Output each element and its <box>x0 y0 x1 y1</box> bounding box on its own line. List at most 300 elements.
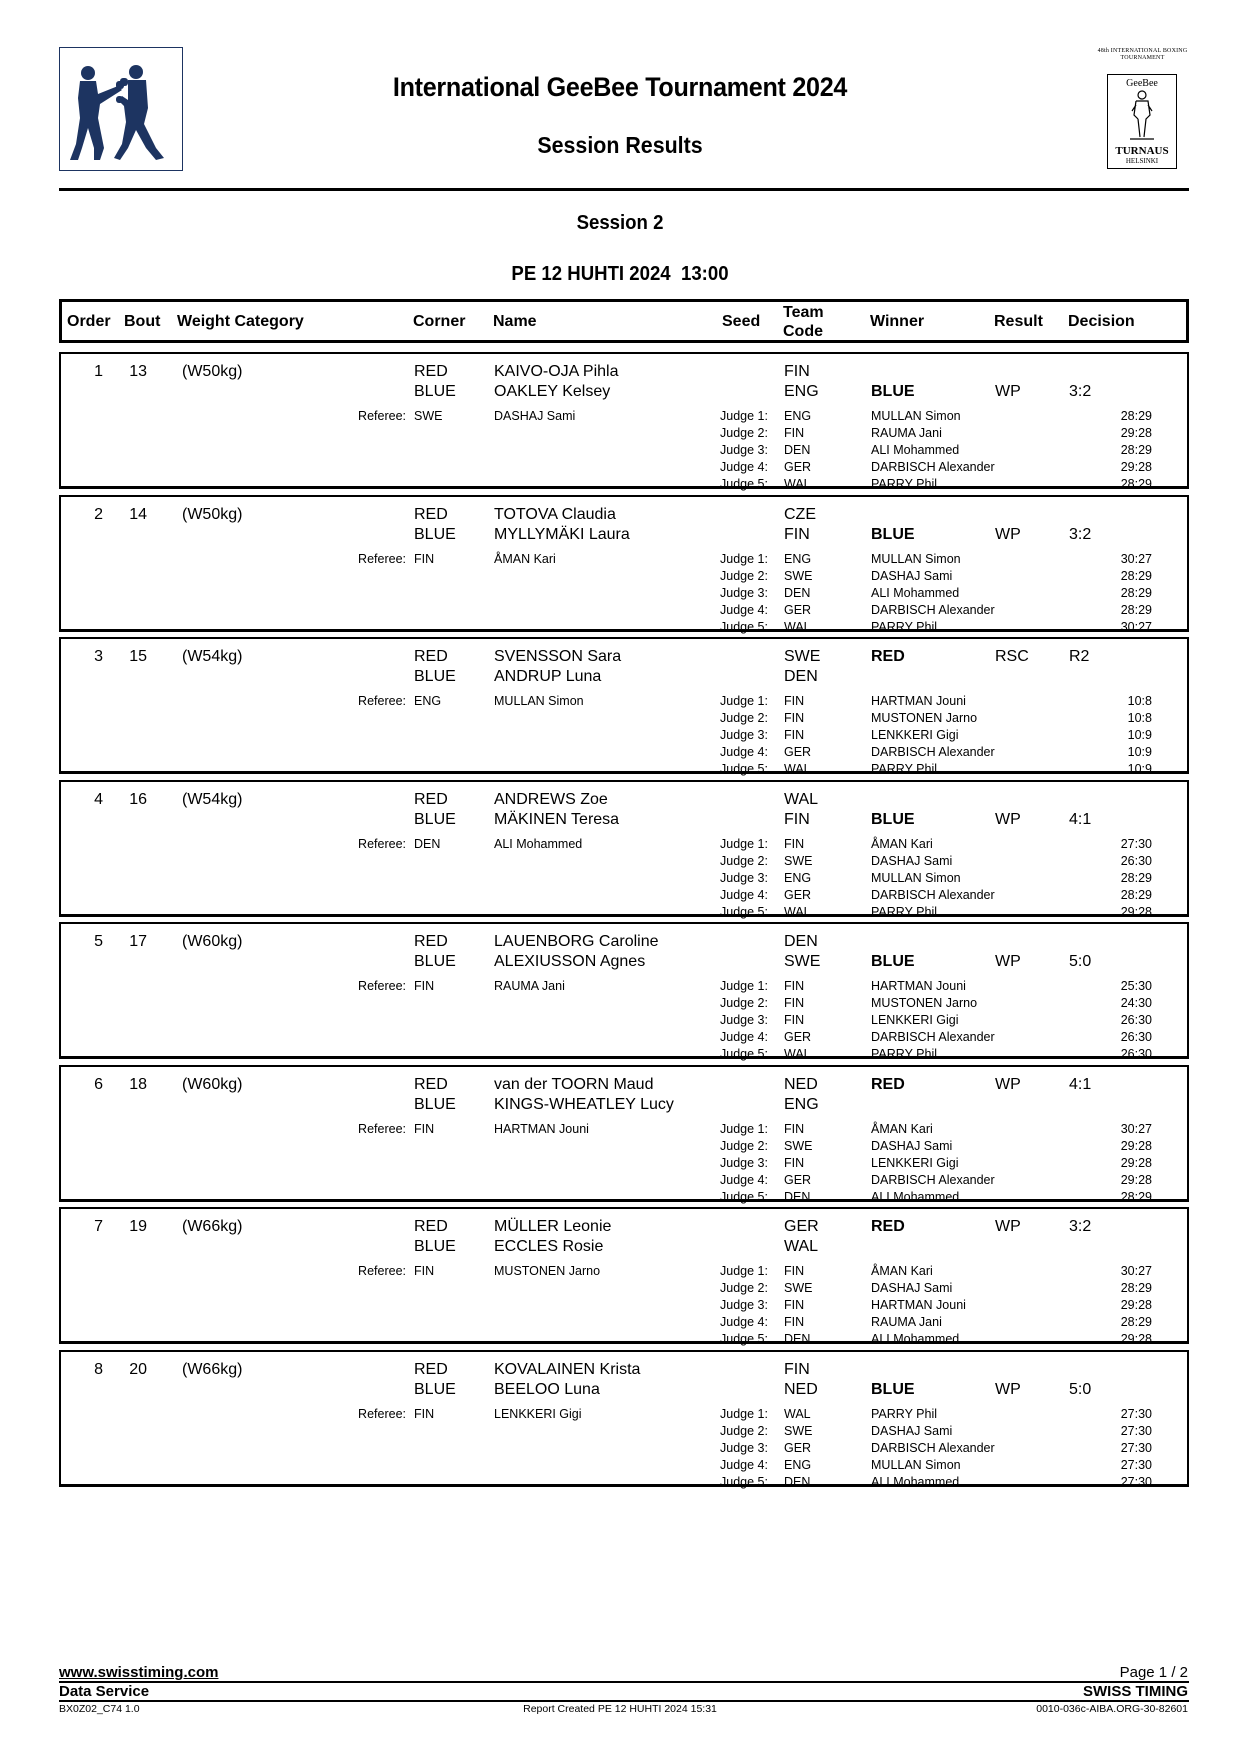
blue-team-code: DEN <box>784 668 818 685</box>
bout-order: 4 <box>94 791 103 808</box>
result: WP <box>995 1381 1021 1398</box>
red-boxer-name: MÜLLER Leonie <box>494 1218 612 1235</box>
referee-label: Referee: <box>358 552 406 566</box>
corner-blue: BLUE <box>414 1238 456 1255</box>
bout-block <box>59 1350 1189 1487</box>
judge-team: GER <box>784 888 812 902</box>
judge-team: DEN <box>784 1475 811 1489</box>
report-code: BX0Z02_C74 1.0 <box>59 1703 140 1715</box>
red-team-code: WAL <box>784 791 819 808</box>
referee-name: HARTMAN Jouni <box>494 1122 589 1136</box>
col-bout: Bout <box>124 313 161 330</box>
corner-blue: BLUE <box>414 811 456 828</box>
judge-score: 28:29 <box>1120 888 1152 902</box>
judge-label: Judge 1: <box>720 1122 768 1136</box>
judge-score: 28:29 <box>1120 603 1152 617</box>
judge-label: Judge 1: <box>720 837 768 851</box>
bout-order: 6 <box>94 1076 103 1093</box>
judge-team: FIN <box>784 1156 805 1170</box>
judge-name: PARRY Phil <box>871 762 938 776</box>
judge-label: Judge 3: <box>720 1013 768 1027</box>
blue-boxer-name: KINGS-WHEATLEY Lucy <box>494 1096 674 1113</box>
judge-name: DARBISCH Alexander <box>871 1030 995 1044</box>
corner-red: RED <box>414 791 448 808</box>
judge-name: LENKKERI Gigi <box>871 728 959 742</box>
decision: 4:1 <box>1069 1076 1092 1093</box>
judge-label: Judge 5: <box>720 1332 768 1346</box>
red-team-code: SWE <box>784 648 821 665</box>
bout-order: 8 <box>94 1361 103 1378</box>
weight-category: (W50kg) <box>182 363 243 380</box>
session-title: Session 2 <box>576 212 664 234</box>
judge-team: FIN <box>784 1122 805 1136</box>
bout-block <box>59 495 1189 632</box>
corner-blue: BLUE <box>414 526 456 543</box>
referee-team: ENG <box>414 694 442 708</box>
judge-name: HARTMAN Jouni <box>871 979 966 993</box>
judge-name: ÅMAN Kari <box>871 1122 933 1136</box>
result: WP <box>995 526 1021 543</box>
judge-team: WAL <box>784 1047 811 1061</box>
judge-score: 28:29 <box>1120 409 1152 423</box>
referee-name: LENKKERI Gigi <box>494 1407 582 1421</box>
weight-category: (W60kg) <box>182 1076 243 1093</box>
decision: 3:2 <box>1069 1218 1092 1235</box>
col-decision: Decision <box>1068 313 1135 330</box>
judge-name: PARRY Phil <box>871 1047 938 1061</box>
judge-team: FIN <box>784 837 805 851</box>
judge-score: 10:9 <box>1127 728 1152 742</box>
judge-team: FIN <box>784 979 805 993</box>
judge-team: FIN <box>784 728 805 742</box>
judge-label: Judge 1: <box>720 552 768 566</box>
referee-name: ÅMAN Kari <box>494 552 556 566</box>
result: WP <box>995 1076 1021 1093</box>
winner: BLUE <box>871 383 915 400</box>
judge-team: WAL <box>784 1407 811 1421</box>
judge-team: FIN <box>784 711 805 725</box>
winner: RED <box>871 1076 905 1093</box>
judge-score: 28:29 <box>1120 569 1152 583</box>
decision: 5:0 <box>1069 953 1092 970</box>
judge-score: 30:27 <box>1120 1264 1152 1278</box>
judge-name: ALI Mohammed <box>871 1190 960 1204</box>
judge-team: DEN <box>784 1332 811 1346</box>
red-boxer-name: KAIVO-OJA Pihla <box>494 363 619 380</box>
corner-blue: BLUE <box>414 1096 456 1113</box>
blue-team-code: ENG <box>784 383 819 400</box>
judge-label: Judge 1: <box>720 409 768 423</box>
judge-name: ÅMAN Kari <box>871 837 933 851</box>
judge-team: FIN <box>784 426 805 440</box>
document-id: 0010-036c-AIBA.ORG-30-82601 <box>1036 1703 1188 1715</box>
weight-category: (W60kg) <box>182 933 243 950</box>
bout-number: 15 <box>129 648 147 665</box>
judge-score: 28:29 <box>1120 871 1152 885</box>
referee-label: Referee: <box>358 1122 406 1136</box>
bout-number: 14 <box>129 506 147 523</box>
judge-team: FIN <box>784 1315 805 1329</box>
judge-name: PARRY Phil <box>871 1407 938 1421</box>
red-boxer-name: TOTOVA Claudia <box>494 506 616 523</box>
weight-category: (W66kg) <box>182 1218 243 1235</box>
judge-label: Judge 3: <box>720 1156 768 1170</box>
bout-number: 19 <box>129 1218 147 1235</box>
bout-block <box>59 637 1189 774</box>
logo-badge-text: GeeBee <box>1126 78 1158 89</box>
judge-score: 27:30 <box>1120 1424 1152 1438</box>
judge-team: FIN <box>784 1298 805 1312</box>
judge-score: 29:28 <box>1120 1156 1152 1170</box>
referee-team: FIN <box>414 1264 435 1278</box>
judge-label: Judge 1: <box>720 1407 768 1421</box>
judge-name: MULLAN Simon <box>871 409 961 423</box>
logo-caption-line2: TOURNAMENT <box>1120 55 1165 61</box>
col-order: Order <box>67 313 111 330</box>
col-weight: Weight Category <box>177 313 304 330</box>
judge-score: 10:8 <box>1127 694 1152 708</box>
judge-name: PARRY Phil <box>871 905 938 919</box>
col-team-line1: Team <box>783 304 824 321</box>
judge-team: GER <box>784 460 812 474</box>
bout-block <box>59 780 1189 917</box>
decision: R2 <box>1069 648 1090 665</box>
referee-name: ALI Mohammed <box>494 837 583 851</box>
judge-name: DARBISCH Alexander <box>871 603 995 617</box>
col-team-line2: Code <box>783 323 823 340</box>
judge-team: FIN <box>784 694 805 708</box>
col-team-code <box>783 303 824 341</box>
judge-name: LENKKERI Gigi <box>871 1013 959 1027</box>
judge-label: Judge 2: <box>720 1281 768 1295</box>
judge-label: Judge 2: <box>720 1139 768 1153</box>
judge-label: Judge 2: <box>720 426 768 440</box>
judge-score: 25:30 <box>1120 979 1152 993</box>
judge-score: 30:27 <box>1120 620 1152 634</box>
judge-name: ALI Mohammed <box>871 443 960 457</box>
page-subtitle: Session Results <box>537 132 703 158</box>
judge-label: Judge 5: <box>720 620 768 634</box>
weight-category: (W50kg) <box>182 506 243 523</box>
bout-number: 20 <box>129 1361 147 1378</box>
table-header <box>59 299 1189 343</box>
judge-team: DEN <box>784 1190 811 1204</box>
page-number: Page 1 / 2 <box>1119 1664 1188 1681</box>
blue-boxer-name: MÄKINEN Teresa <box>494 811 620 828</box>
judge-team: GER <box>784 1173 812 1187</box>
judge-label: Judge 4: <box>720 888 768 902</box>
logo-turnaus-text: TURNAUS <box>1115 145 1169 157</box>
logo-caption-line1: 48th INTERNATIONAL BOXING <box>1097 48 1188 54</box>
footer-brand: SWISS TIMING <box>1083 1683 1188 1700</box>
judge-label: Judge 1: <box>720 1264 768 1278</box>
judge-name: DARBISCH Alexander <box>871 888 995 902</box>
judge-label: Judge 2: <box>720 996 768 1010</box>
judge-label: Judge 4: <box>720 745 768 759</box>
judge-score: 26:30 <box>1120 1047 1152 1061</box>
referee-team: FIN <box>414 1407 435 1421</box>
corner-blue: BLUE <box>414 1381 456 1398</box>
judge-name: DARBISCH Alexander <box>871 460 995 474</box>
judge-team: WAL <box>784 477 811 491</box>
red-team-code: CZE <box>784 506 816 523</box>
blue-boxer-name: OAKLEY Kelsey <box>494 383 611 400</box>
judge-label: Judge 2: <box>720 854 768 868</box>
judge-name: HARTMAN Jouni <box>871 694 966 708</box>
judge-name: DASHAJ Sami <box>871 1424 953 1438</box>
col-name: Name <box>493 313 537 330</box>
judge-score: 29:28 <box>1120 460 1152 474</box>
judge-score: 29:28 <box>1120 905 1152 919</box>
judge-score: 10:9 <box>1127 745 1152 759</box>
weight-category: (W66kg) <box>182 1361 243 1378</box>
result: WP <box>995 1218 1021 1235</box>
corner-red: RED <box>414 506 448 523</box>
judge-label: Judge 3: <box>720 1441 768 1455</box>
judge-label: Judge 4: <box>720 1458 768 1472</box>
red-boxer-name: ANDREWS Zoe <box>494 791 608 808</box>
corner-red: RED <box>414 1361 448 1378</box>
referee-label: Referee: <box>358 979 406 993</box>
bout-order: 5 <box>94 933 103 950</box>
judge-name: MUSTONEN Jarno <box>871 996 978 1010</box>
result: WP <box>995 953 1021 970</box>
judge-team: ENG <box>784 1458 812 1472</box>
blue-team-code: FIN <box>784 526 810 543</box>
blue-team-code: ENG <box>784 1096 819 1113</box>
judge-label: Judge 2: <box>720 711 768 725</box>
judge-score: 29:28 <box>1120 1139 1152 1153</box>
judge-name: ALI Mohammed <box>871 586 960 600</box>
judge-label: Judge 5: <box>720 1047 768 1061</box>
footer-divider-1 <box>59 1681 1189 1683</box>
judge-score: 24:30 <box>1120 996 1152 1010</box>
judge-name: MULLAN Simon <box>871 1458 961 1472</box>
judge-name: DARBISCH Alexander <box>871 745 995 759</box>
judge-team: SWE <box>784 1139 813 1153</box>
blue-boxer-name: BEELOO Luna <box>494 1381 600 1398</box>
session-datetime <box>43 263 1196 286</box>
weight-category: (W54kg) <box>182 791 243 808</box>
judge-label: Judge 1: <box>720 694 768 708</box>
bout-block <box>59 1065 1189 1202</box>
bout-block <box>59 1207 1189 1344</box>
session-datetime-text: PE 12 HUHTI 2024 13:00 <box>511 263 729 285</box>
judge-label: Judge 4: <box>720 1315 768 1329</box>
report-created: Report Created PE 12 HUHTI 2024 15:31 <box>523 1703 717 1715</box>
referee-name: MUSTONEN Jarno <box>494 1264 601 1278</box>
weight-category: (W54kg) <box>182 648 243 665</box>
judge-team: WAL <box>784 620 811 634</box>
judge-name: DASHAJ Sami <box>871 569 953 583</box>
bout-order: 3 <box>94 648 103 665</box>
judge-label: Judge 4: <box>720 603 768 617</box>
judge-score: 10:8 <box>1127 711 1152 725</box>
col-result: Result <box>994 313 1043 330</box>
judge-score: 29:28 <box>1120 1332 1152 1346</box>
judge-label: Judge 4: <box>720 1173 768 1187</box>
referee-label: Referee: <box>358 409 406 423</box>
judge-name: DASHAJ Sami <box>871 1281 953 1295</box>
judge-score: 30:27 <box>1120 1122 1152 1136</box>
referee-label: Referee: <box>358 1264 406 1278</box>
referee-label: Referee: <box>358 694 406 708</box>
judge-name: HARTMAN Jouni <box>871 1298 966 1312</box>
referee-team: DEN <box>414 837 441 851</box>
judge-label: Judge 5: <box>720 1190 768 1204</box>
bout-block <box>59 922 1189 1059</box>
referee-name: DASHAJ Sami <box>494 409 576 423</box>
decision: 3:2 <box>1069 383 1092 400</box>
judge-label: Judge 2: <box>720 1424 768 1438</box>
winner: RED <box>871 1218 905 1235</box>
blue-boxer-name: MYLLYMÄKI Laura <box>494 526 630 543</box>
judge-team: WAL <box>784 905 811 919</box>
judge-name: LENKKERI Gigi <box>871 1156 959 1170</box>
referee-team: SWE <box>414 409 443 423</box>
judge-team: GER <box>784 603 812 617</box>
red-boxer-name: LAUENBORG Caroline <box>494 933 659 950</box>
judge-score: 10:9 <box>1127 762 1152 776</box>
judge-team: GER <box>784 1030 812 1044</box>
decision: 3:2 <box>1069 526 1092 543</box>
winner: BLUE <box>871 811 915 828</box>
judge-score: 28:29 <box>1120 1190 1152 1204</box>
judge-score: 27:30 <box>1120 1441 1152 1455</box>
judge-score: 30:27 <box>1120 552 1152 566</box>
corner-red: RED <box>414 933 448 950</box>
judge-team: SWE <box>784 1424 813 1438</box>
judge-team: SWE <box>784 569 813 583</box>
judge-team: ENG <box>784 409 812 423</box>
judge-name: DARBISCH Alexander <box>871 1173 995 1187</box>
blue-team-code: SWE <box>784 953 821 970</box>
winner: RED <box>871 648 905 665</box>
judge-score: 27:30 <box>1120 837 1152 851</box>
red-boxer-name: van der TOORN Maud <box>494 1076 654 1093</box>
judge-team: ENG <box>784 871 812 885</box>
corner-blue: BLUE <box>414 668 456 685</box>
result: WP <box>995 811 1021 828</box>
bout-block <box>59 352 1189 489</box>
judge-label: Judge 3: <box>720 871 768 885</box>
judge-team: GER <box>784 1441 812 1455</box>
bout-number: 16 <box>129 791 147 808</box>
judge-score: 28:29 <box>1120 477 1152 491</box>
bout-number: 13 <box>129 363 147 380</box>
col-winner: Winner <box>870 313 925 330</box>
corner-blue: BLUE <box>414 383 456 400</box>
judge-score: 29:28 <box>1120 1173 1152 1187</box>
judge-label: Judge 5: <box>720 762 768 776</box>
judge-team: GER <box>784 745 812 759</box>
bout-order: 7 <box>94 1218 103 1235</box>
judge-label: Judge 3: <box>720 1298 768 1312</box>
judge-label: Judge 4: <box>720 460 768 474</box>
winner: BLUE <box>871 953 915 970</box>
judge-name: MULLAN Simon <box>871 552 961 566</box>
red-boxer-name: KOVALAINEN Krista <box>494 1361 641 1378</box>
judge-team: WAL <box>784 762 811 776</box>
corner-blue: BLUE <box>414 953 456 970</box>
blue-boxer-name: ECCLES Rosie <box>494 1238 604 1255</box>
col-corner: Corner <box>413 313 466 330</box>
judge-team: DEN <box>784 443 811 457</box>
judge-team: FIN <box>784 996 805 1010</box>
page-title: International GeeBee Tournament 2024 <box>392 72 848 102</box>
judge-label: Judge 5: <box>720 477 768 491</box>
judge-team: FIN <box>784 1264 805 1278</box>
red-team-code: FIN <box>784 363 810 380</box>
judge-label: Judge 5: <box>720 1475 768 1489</box>
judge-score: 26:30 <box>1120 1030 1152 1044</box>
footer-data-service: Data Service <box>59 1683 150 1700</box>
blue-team-code: NED <box>784 1381 818 1398</box>
judge-name: MULLAN Simon <box>871 871 961 885</box>
judge-name: ÅMAN Kari <box>871 1264 933 1278</box>
header-divider <box>59 188 1189 191</box>
judge-score: 26:30 <box>1120 854 1152 868</box>
blue-team-code: FIN <box>784 811 810 828</box>
red-team-code: NED <box>784 1076 818 1093</box>
winner: BLUE <box>871 526 915 543</box>
referee-label: Referee: <box>358 1407 406 1421</box>
referee-name: RAUMA Jani <box>494 979 565 993</box>
corner-red: RED <box>414 363 448 380</box>
red-team-code: DEN <box>784 933 818 950</box>
decision: 5:0 <box>1069 1381 1092 1398</box>
bout-order: 1 <box>94 363 103 380</box>
judge-name: DARBISCH Alexander <box>871 1441 995 1455</box>
result: RSC <box>995 648 1029 665</box>
judge-label: Judge 3: <box>720 728 768 742</box>
judge-label: Judge 3: <box>720 443 768 457</box>
col-seed: Seed <box>722 313 761 330</box>
corner-red: RED <box>414 1076 448 1093</box>
judge-score: 28:29 <box>1120 586 1152 600</box>
footer-url-link[interactable]: www.swisstiming.com <box>59 1664 219 1681</box>
judge-name: ALI Mohammed <box>871 1332 960 1346</box>
judge-score: 28:29 <box>1120 1315 1152 1329</box>
judge-score: 29:28 <box>1120 426 1152 440</box>
red-team-code: GER <box>784 1218 819 1235</box>
judge-score: 27:30 <box>1120 1475 1152 1489</box>
judge-score: 28:29 <box>1120 1281 1152 1295</box>
footer-divider-2 <box>59 1700 1189 1702</box>
judge-team: SWE <box>784 1281 813 1295</box>
decision: 4:1 <box>1069 811 1092 828</box>
judge-label: Judge 1: <box>720 979 768 993</box>
logo-helsinki-text: HELSINKI <box>1125 157 1159 165</box>
judge-name: ALI Mohammed <box>871 1475 960 1489</box>
judge-team: FIN <box>784 1013 805 1027</box>
judge-team: DEN <box>784 586 811 600</box>
red-boxer-name: SVENSSON Sara <box>494 648 622 665</box>
blue-boxer-name: ALEXIUSSON Agnes <box>494 953 646 970</box>
red-team-code: FIN <box>784 1361 810 1378</box>
referee-team: FIN <box>414 979 435 993</box>
judge-score: 26:30 <box>1120 1013 1152 1027</box>
judge-score: 27:30 <box>1120 1407 1152 1421</box>
judge-label: Judge 5: <box>720 905 768 919</box>
corner-red: RED <box>414 648 448 665</box>
judge-name: PARRY Phil <box>871 620 938 634</box>
judge-name: DASHAJ Sami <box>871 1139 953 1153</box>
judge-score: 28:29 <box>1120 443 1152 457</box>
winner: BLUE <box>871 1381 915 1398</box>
bout-number: 18 <box>129 1076 147 1093</box>
blue-team-code: WAL <box>784 1238 819 1255</box>
